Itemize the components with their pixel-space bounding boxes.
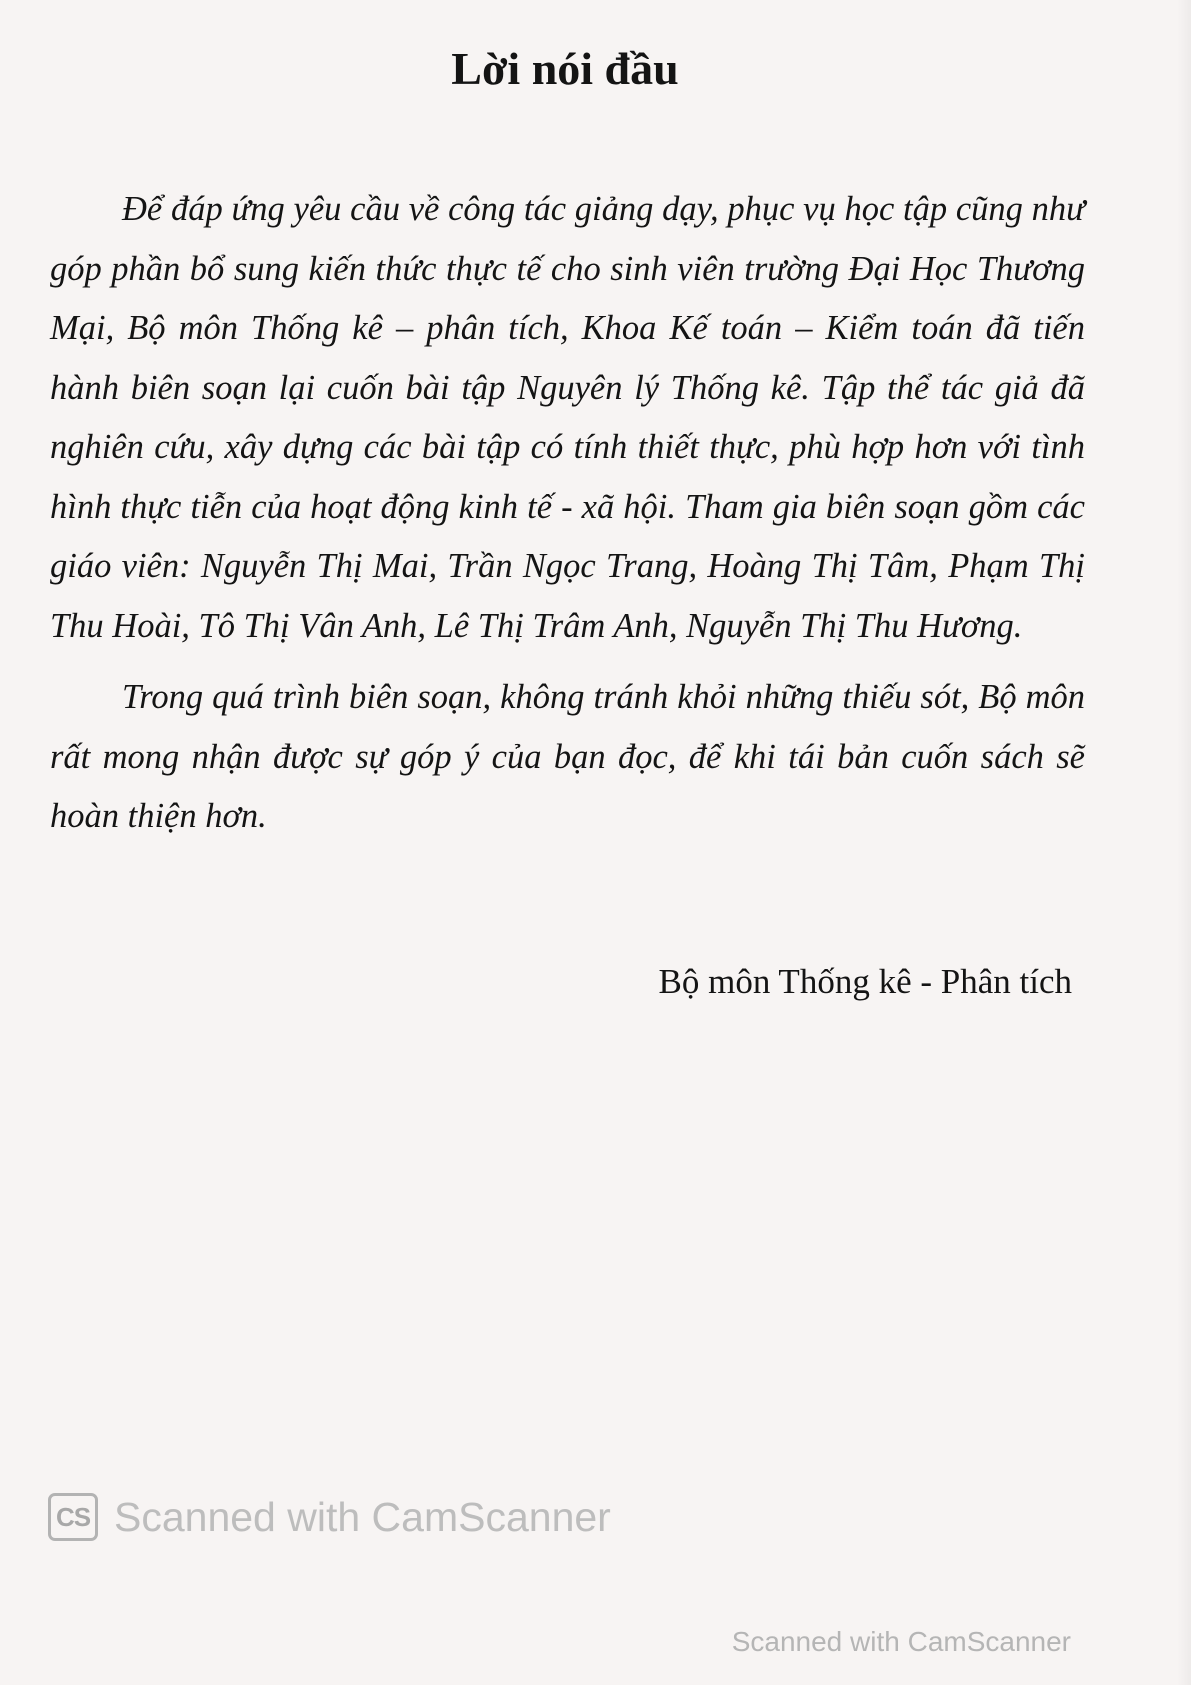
watermark-text: Scanned with CamScanner: [114, 1493, 611, 1540]
scan-edge-shadow: [1177, 0, 1191, 1685]
signature: Bộ môn Thống kê - Phân tích: [658, 962, 1072, 1001]
paragraph-2: Trong quá trình biên soạn, không tránh khỏi những thiếu sót, Bộ môn rất mong nhận được sự góp ý của bạn đọc, để khi tái bản cuốn sách sẽ hoàn thiện hơn.: [50, 678, 1085, 835]
preface-body: [50, 180, 1085, 847]
camscanner-watermark: [48, 1490, 611, 1544]
footer-watermark: Scanned with CamScanner: [731, 1626, 1071, 1657]
paragraph-1: Để đáp ứng yêu cầu về công tác giảng dạy, phục vụ học tập cũng như góp phần bổ sung kiến thức thực tế cho sinh viên trường Đại Học Thương Mại, Bộ môn Thống kê – phân tích, Khoa Kế toán – Kiểm toán đã tiến hành biên soạn lại cuốn bài tập Nguyên lý Thống kê. Tập thể tác giả đã nghiên cứu, xây dựng các bài tập có tính thiết thực, phù hợp hơn với tình hình thực tiễn của hoạt động kinh tế - xã hội. Tham gia biên soạn gồm các giáo viên: Nguyễn Thị Mai, Trần Ngọc Trang, Hoàng Thị Tâm, Phạm Thị Thu Hoài, Tô Thị Vân Anh, Lê Thị Trâm Anh, Nguyễn Thị Thu Hương.: [50, 190, 1085, 645]
page-title: Lời nói đầu: [451, 43, 679, 94]
camscanner-logo-text: CS: [55, 1501, 91, 1532]
camscanner-logo-icon: [48, 1493, 98, 1541]
